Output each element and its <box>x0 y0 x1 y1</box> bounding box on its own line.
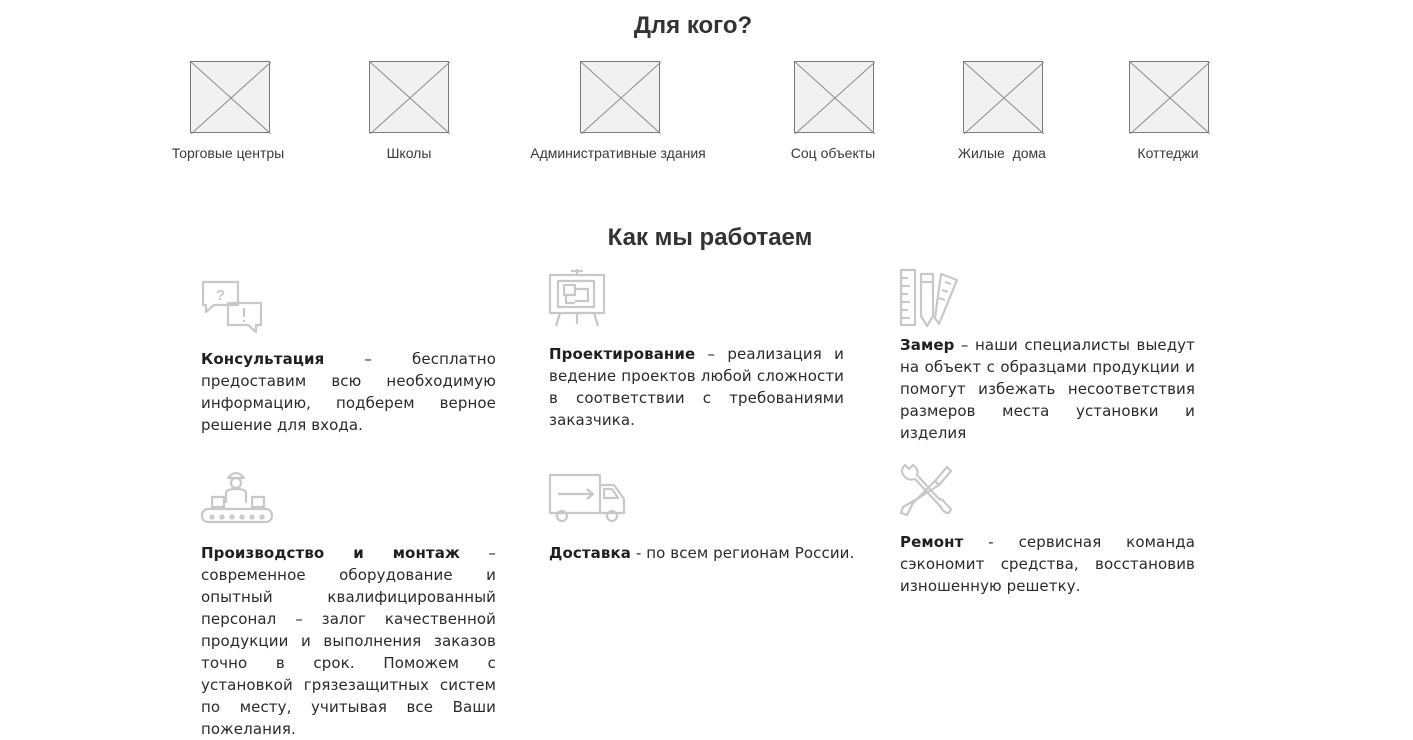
image-placeholder <box>190 61 270 133</box>
step-text: - сервисная команда сэкономит средства, восстановив изношенную решетку. <box>900 533 1195 595</box>
audience-label-residential: Жилые дома <box>958 145 1046 161</box>
step-consultation <box>201 348 496 436</box>
svg-text:?: ? <box>216 287 226 304</box>
step-production <box>201 542 496 740</box>
image-placeholder <box>369 61 449 133</box>
audience-label-admin-buildings: Административные здания <box>530 145 706 161</box>
audience-label-cottages: Коттеджи <box>1137 145 1199 161</box>
step-text: - по всем регионам России. <box>630 544 855 562</box>
step-title: Проектирование <box>549 345 696 363</box>
step-measurement <box>900 334 1195 444</box>
step-delivery <box>549 542 859 564</box>
step-title: Консультация <box>201 350 325 368</box>
step-design <box>549 343 844 431</box>
delivery-truck-icon <box>548 472 628 529</box>
step-text: – реализация и ведение проектов любой сложности в соответствии с требованиями заказчика. <box>549 345 844 429</box>
step-title: Доставка <box>549 544 631 562</box>
audience-label-social: Соц объекты <box>790 145 876 161</box>
ruler-pencil-icon <box>899 268 961 333</box>
step-text: – бесплатно предоставим всю необходимую информацию, подберем верное решение для входа. <box>201 350 496 434</box>
step-title: Ремонт <box>900 533 964 551</box>
section-title-how-we-work: Как мы работаем <box>607 224 813 251</box>
step-title: Производство и монтаж <box>201 544 460 562</box>
image-placeholder <box>963 61 1043 133</box>
chat-bubbles-icon <box>200 279 264 340</box>
step-title: Замер <box>900 336 955 354</box>
wrench-screwdriver-icon <box>899 463 953 524</box>
worker-conveyor-icon <box>200 467 276 532</box>
image-placeholder <box>794 61 874 133</box>
step-text: – современное оборудование и опытный квалифицированный персонал – залог качественной продукции и выполнения заказов точно в срок. Поможем с установкой грязезащитных систем по месту, учитывая все Ваши пожелания. <box>201 544 496 738</box>
section-title-for-whom: Для кого? <box>633 12 753 39</box>
image-placeholder <box>1129 61 1209 133</box>
step-text: – наши специалисты выедут на объект с образцами продукции и помогут избежать несоответствия размеров места установки и изделия <box>900 336 1195 442</box>
blueprint-board-icon <box>548 268 606 333</box>
audience-label-schools: Школы <box>386 145 432 161</box>
image-placeholder <box>580 61 660 133</box>
audience-label-malls: Торговые центры <box>171 145 285 161</box>
step-repair <box>900 531 1195 597</box>
